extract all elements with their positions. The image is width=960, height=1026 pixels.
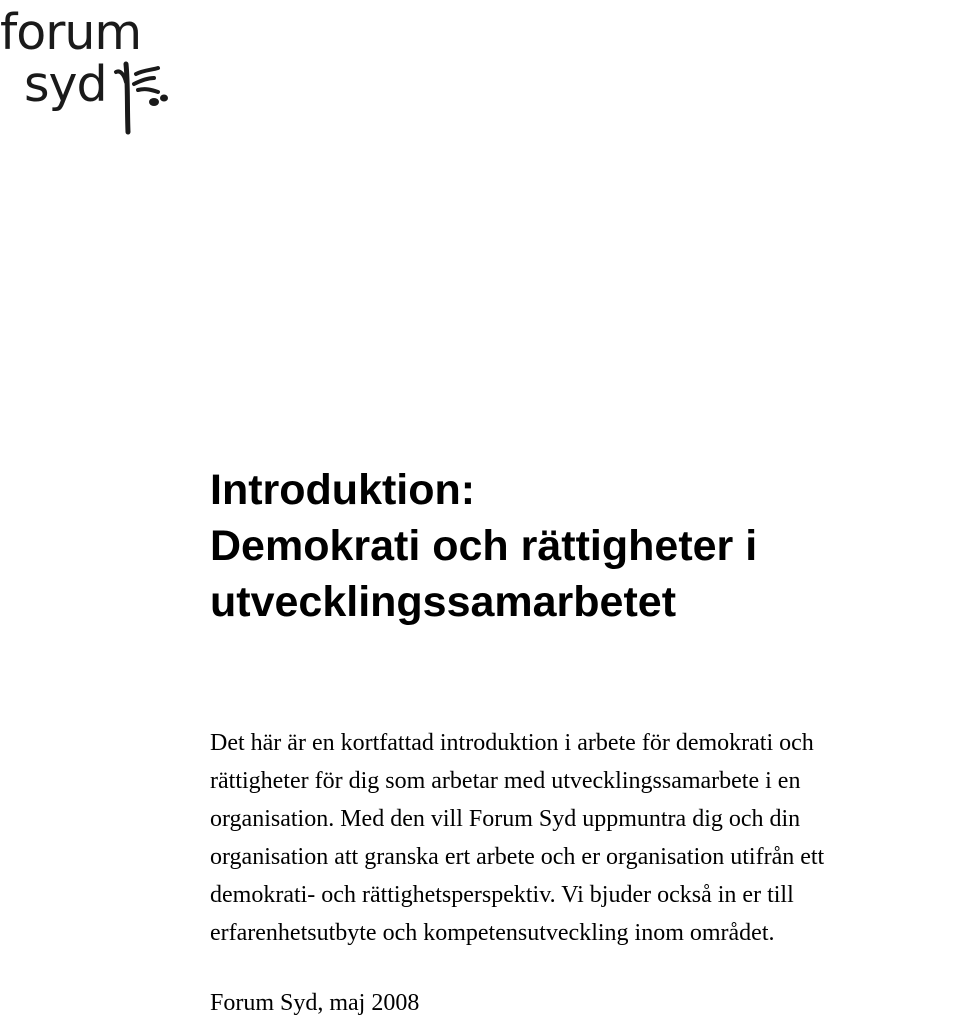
title-line-2: Demokrati och rättigheter i (210, 522, 758, 570)
intro-line: demokrati- och rättighetsperspektiv. Vi bjuder också in er till (210, 882, 794, 908)
publisher-date: Forum Syd, maj 2008 (210, 990, 420, 1016)
intro-line: Det här är en kortfattad introduktion i arbete för demokrati och (210, 730, 814, 756)
intro-line: organisation att granska ert arbete och er organisation utifrån ett (210, 844, 825, 870)
intro-line: erfarenhetsutbyte och kompetensutveckling inom området. (210, 920, 775, 946)
document-title (210, 462, 950, 630)
title-line-3: utvecklingssamarbetet (210, 578, 677, 626)
logo-word-syd: syd (24, 56, 107, 113)
intro-line: organisation. Med den vill Forum Syd uppmuntra dig och din (210, 806, 801, 832)
intro-line: rättigheter för dig som arbetar med utvecklingssamarbete i en (210, 768, 801, 794)
title-line-1: Introduktion: (210, 466, 476, 514)
forum-syd-logo (0, 6, 180, 136)
intro-paragraph (210, 724, 958, 952)
forum-syd-sprout-icon (112, 60, 174, 136)
logo-word-forum: forum (0, 4, 142, 61)
